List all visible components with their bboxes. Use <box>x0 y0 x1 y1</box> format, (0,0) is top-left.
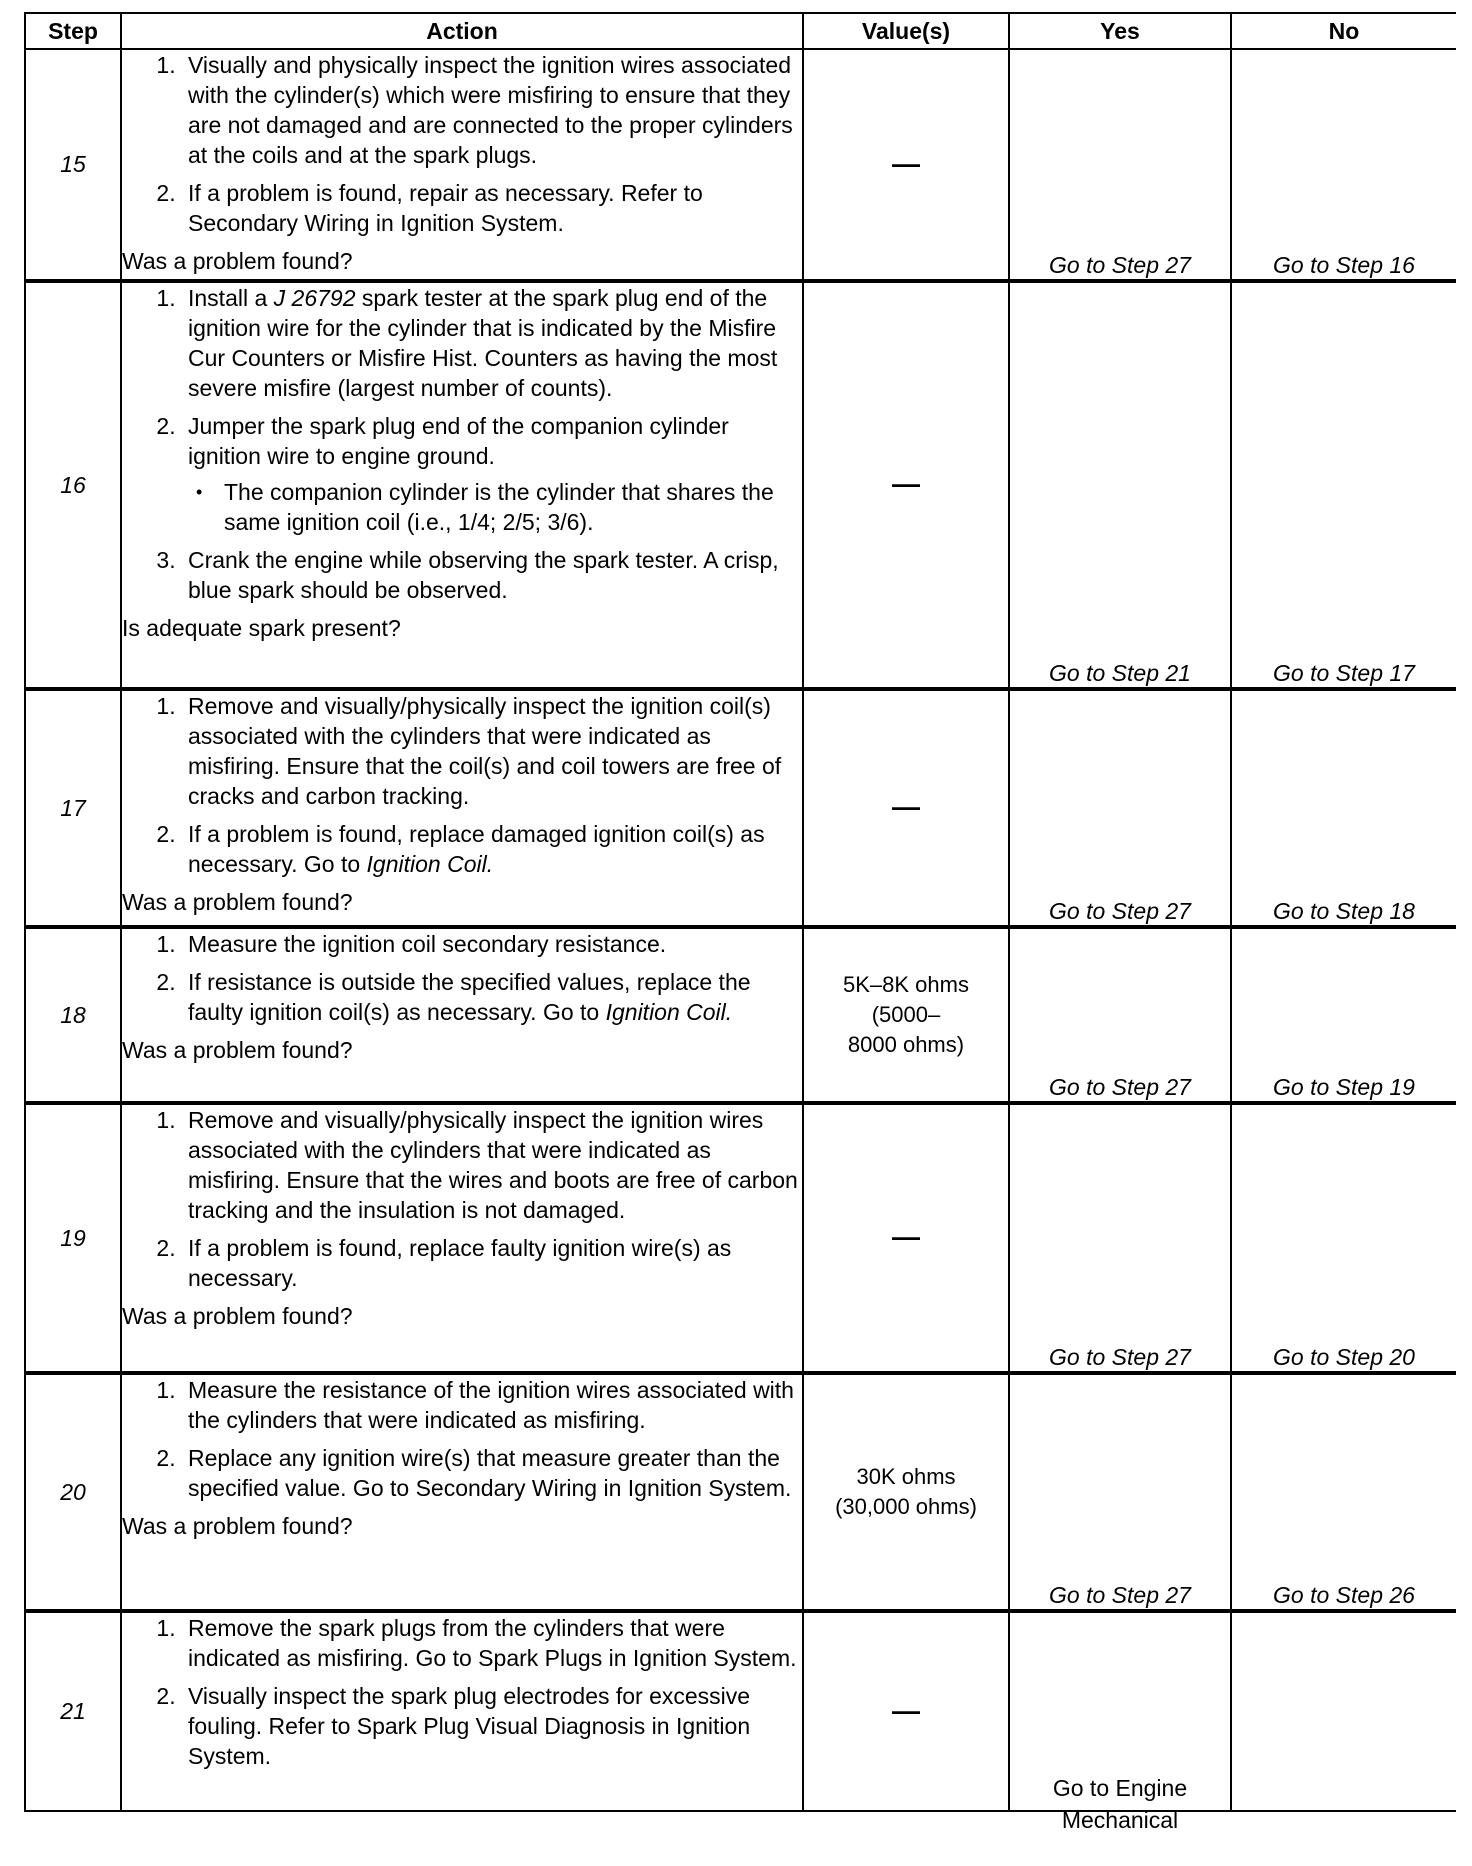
yes-cell: Go to Step 27 <box>1009 1373 1231 1611</box>
action-item <box>182 283 802 403</box>
header-row <box>25 13 1456 49</box>
action-steps <box>122 1105 802 1301</box>
no-cell: Go to Step 20 <box>1231 1103 1456 1373</box>
action-question: Was a problem found? <box>122 1303 353 1329</box>
value-cell <box>803 1103 1009 1373</box>
action-sub-item: • The companion cylinder is the cylinder that shares the same ignition coil (i.e., 1/4; 2/5; 3/6). <box>218 477 802 537</box>
action-text: Jumper the spark plug end of the companion cylinder ignition wire to engine ground. <box>188 413 729 469</box>
table-row-step-20 <box>25 1373 1456 1611</box>
value-dash: — <box>892 1221 920 1252</box>
action-text: spark tester at the spark plug end of the ignition wire for the cylinder that is indicated by the Misfire Cur Counters or Misfire Hist. Counters as having the most severe misfire (largest number of counts). <box>188 285 778 401</box>
value-dash: — <box>892 791 920 822</box>
no-cell: Go to Step 26 <box>1231 1373 1456 1611</box>
action-cell <box>121 1611 803 1811</box>
value-dash: — <box>892 1694 920 1726</box>
table-row-step-19 <box>25 1103 1456 1373</box>
action-cell <box>121 927 803 1103</box>
step-number: 15 <box>25 49 121 281</box>
value-cell <box>803 49 1009 281</box>
step-number: 17 <box>25 689 121 927</box>
action-cell <box>121 689 803 927</box>
value-line: (30,000 ohms) <box>835 1494 977 1519</box>
action-item <box>182 967 802 1027</box>
table-row-step-17 <box>25 689 1456 927</box>
tool-number: J 26792 <box>273 285 356 311</box>
action-steps <box>122 283 802 613</box>
action-question: Was a problem found? <box>122 1513 353 1539</box>
yes-cell: Go to Step 27 <box>1009 49 1231 281</box>
action-steps <box>122 50 802 246</box>
step-number: 21 <box>25 1611 121 1811</box>
action-sub-list <box>188 477 802 537</box>
action-item <box>182 411 802 537</box>
action-cell <box>121 1373 803 1611</box>
header-step: Step <box>25 13 121 49</box>
table-row-step-18 <box>25 927 1456 1103</box>
action-steps <box>122 1613 802 1779</box>
action-steps <box>122 929 802 1035</box>
table-row-step-15 <box>25 49 1456 281</box>
yes-cell: Go to Step 27 <box>1009 927 1231 1103</box>
no-cell: Go to Step 19 <box>1231 927 1456 1103</box>
header-values: Value(s) <box>803 13 1009 49</box>
no-cell: Go to Step 16 <box>1231 49 1456 281</box>
yes-text: Go to Engine Mechanical <box>1052 1775 1188 1833</box>
yes-cell: Go to Step 21 <box>1009 281 1231 689</box>
value-dash: — <box>892 147 920 179</box>
reference-link[interactable]: Ignition Coil. <box>605 999 733 1025</box>
no-cell: Go to Step 18 <box>1231 689 1456 927</box>
step-number: 20 <box>25 1373 121 1611</box>
yes-cell: Go to Step 27 <box>1009 1103 1231 1373</box>
action-text: If a problem is found, replace damaged ignition coil(s) as necessary. Go to <box>188 821 765 877</box>
diagnostic-table <box>24 12 1456 1833</box>
yes-cell: Go to Step 27 <box>1009 689 1231 927</box>
step-number: 16 <box>25 281 121 689</box>
action-item: 1. Remove and visually/physically inspect the ignition wires associated with the cylinders that were indicated as misfiring. Ensure that the wires and boots are free of carbon tracking and the insulation is not damaged. <box>182 1105 802 1225</box>
value-dash: — <box>892 468 920 499</box>
action-steps <box>122 691 802 887</box>
no-cell <box>1231 1611 1456 1811</box>
value-line: (5000– <box>871 1002 941 1027</box>
action-question: Was a problem found? <box>122 889 353 915</box>
value-line: 30K ohms <box>856 1464 956 1489</box>
action-item: 2. If a problem is found, replace faulty ignition wire(s) as necessary. <box>182 1233 802 1293</box>
action-item: 1. Remove and visually/physically inspect the ignition coil(s) associated with the cylinders that were indicated as misfiring. Ensure that the coil(s) and coil towers are free of cracks and carbon tracking. <box>182 691 802 811</box>
action-cell <box>121 281 803 689</box>
value-cell <box>803 281 1009 689</box>
header-no: No <box>1231 13 1456 49</box>
step-number: 19 <box>25 1103 121 1373</box>
action-text: Install a <box>188 285 274 311</box>
action-question: Is adequate spark present? <box>122 615 401 641</box>
action-question: Was a problem found? <box>122 248 353 274</box>
action-item: 1. Measure the resistance of the ignition wires associated with the cylinders that were indicated as misfiring. <box>182 1375 802 1435</box>
reference-link[interactable]: Ignition Coil. <box>366 851 494 877</box>
header-yes: Yes <box>1009 13 1231 49</box>
action-cell <box>121 49 803 281</box>
diagnostic-table-page <box>24 12 1456 1866</box>
action-question: Was a problem found? <box>122 1037 353 1063</box>
value-line: 8000 ohms) <box>847 1032 965 1057</box>
value-cell <box>803 689 1009 927</box>
header-action: Action <box>121 13 803 49</box>
action-item: 2. Visually inspect the spark plug electrodes for excessive fouling. Refer to Spark Plug Visual Diagnosis in Ignition System. <box>182 1681 802 1771</box>
value-cell <box>803 1611 1009 1811</box>
action-cell <box>121 1103 803 1373</box>
table-row-step-16 <box>25 281 1456 689</box>
action-item <box>182 819 802 879</box>
no-cell: Go to Step 17 <box>1231 281 1456 689</box>
action-steps <box>122 1375 802 1511</box>
table-row-step-21 <box>25 1611 1456 1811</box>
action-text: If resistance is outside the specified values, replace the faulty ignition coil(s) as necessary. Go to <box>188 969 751 1025</box>
yes-cell <box>1009 1611 1231 1833</box>
action-item: 1. Remove the spark plugs from the cylinders that were indicated as misfiring. Go to Spark Plugs in Ignition System. <box>182 1613 802 1673</box>
value-cell <box>803 1373 1009 1611</box>
action-item: 3. Crank the engine while observing the spark tester. A crisp, blue spark should be observed. <box>182 545 802 605</box>
step-number: 18 <box>25 927 121 1103</box>
action-item: 1. Visually and physically inspect the ignition wires associated with the cylinder(s) which were misfiring to ensure that they are not damaged and are connected to the proper cylinders at the coils and at the spark plugs. <box>182 50 802 170</box>
action-item: 2. If a problem is found, repair as necessary. Refer to Secondary Wiring in Ignition System. <box>182 178 802 238</box>
value-cell <box>803 927 1009 1103</box>
action-item: 2. Replace any ignition wire(s) that measure greater than the specified value. Go to Secondary Wiring in Ignition System. <box>182 1443 802 1503</box>
value-line: 5K–8K ohms <box>843 972 969 997</box>
action-item: 1. Measure the ignition coil secondary resistance. <box>182 929 802 959</box>
